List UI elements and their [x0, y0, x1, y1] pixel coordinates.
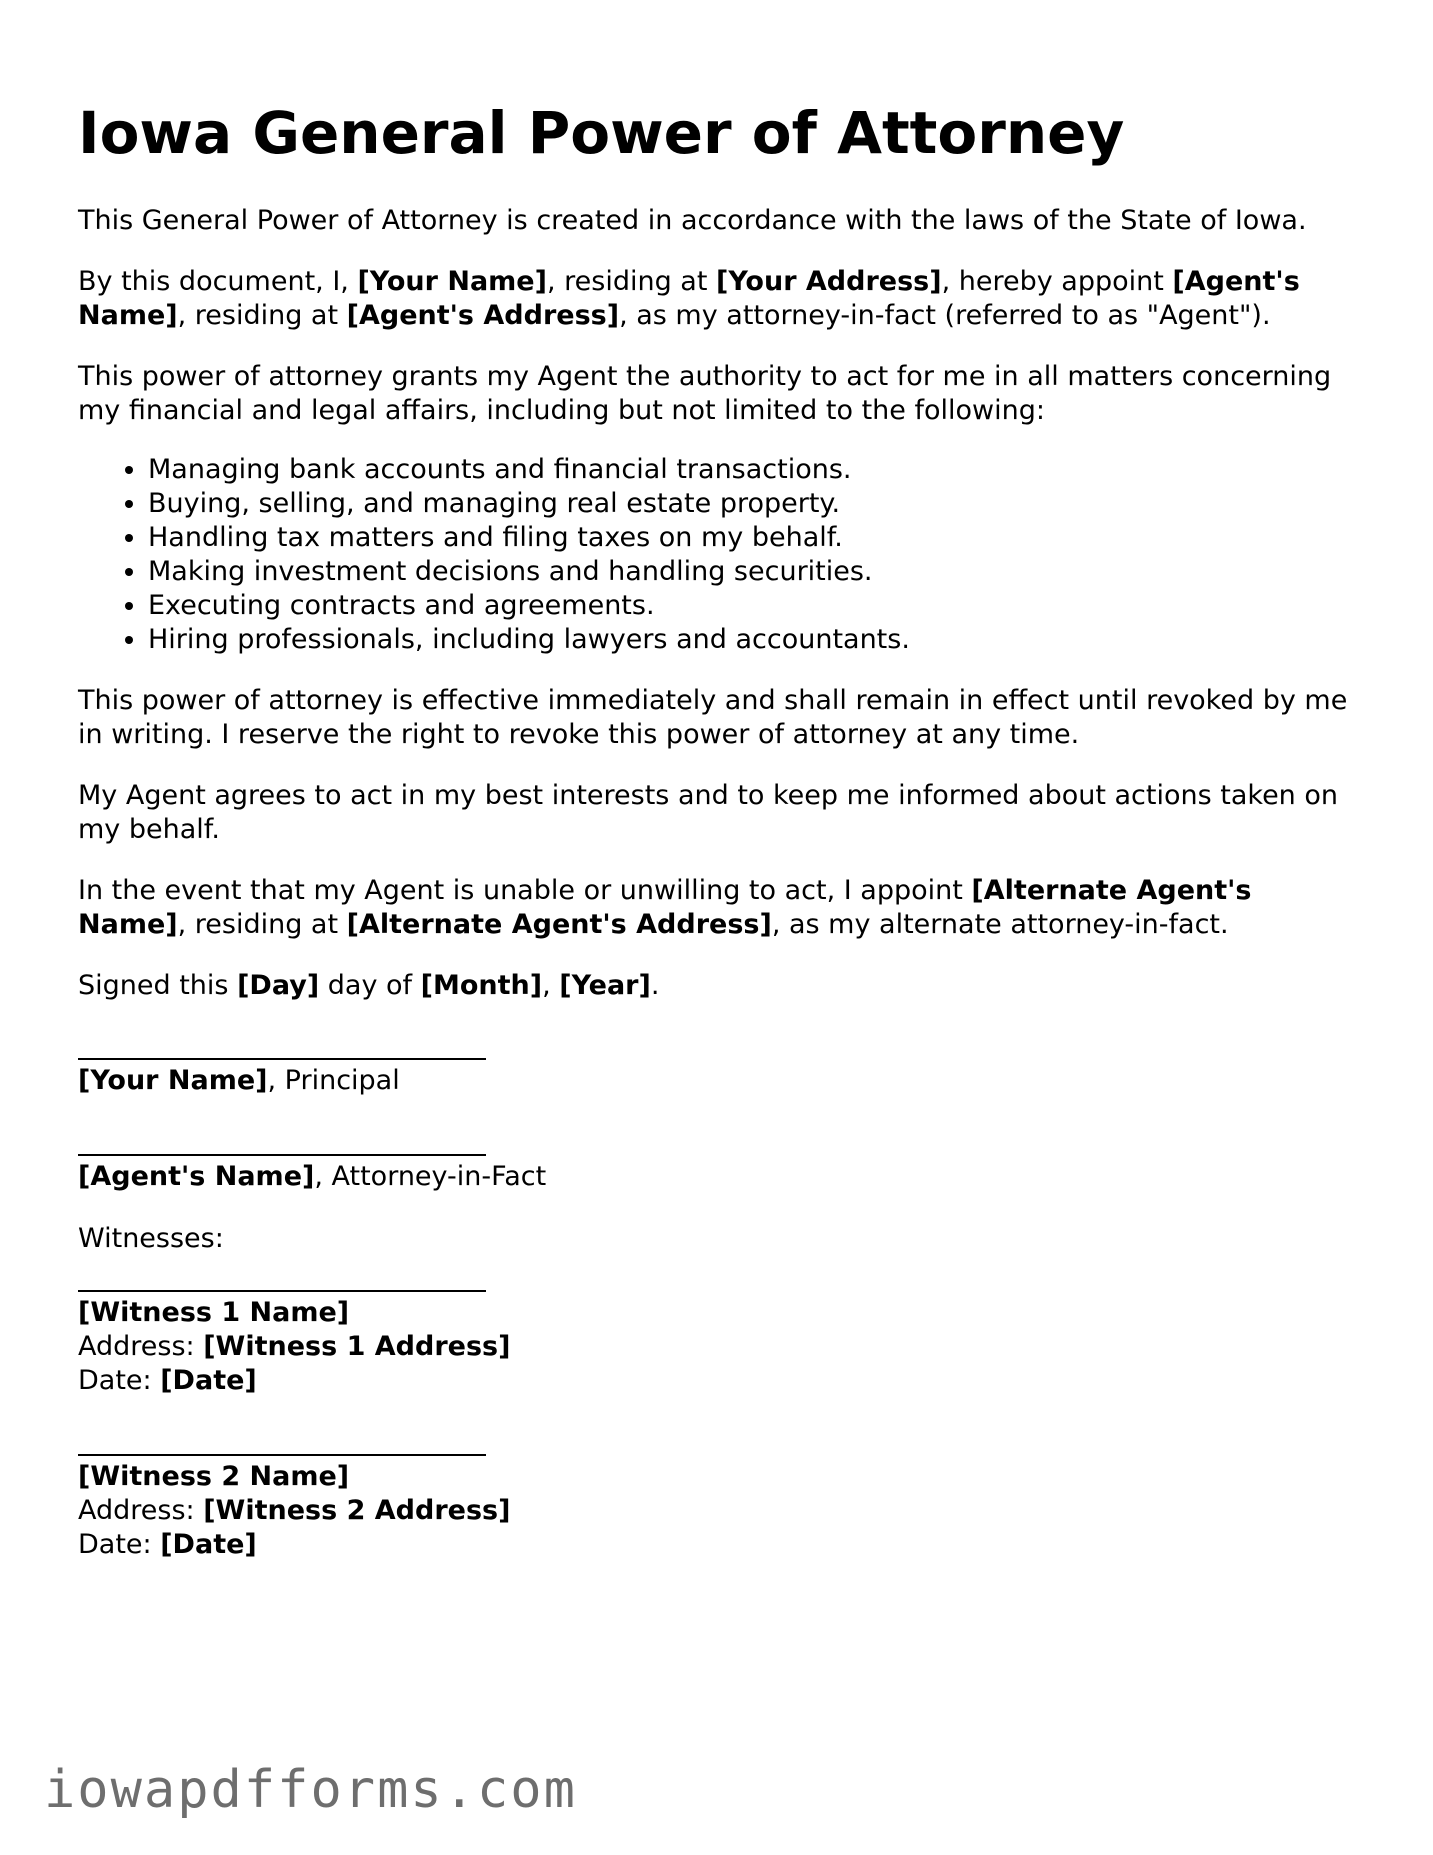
list-item: • Buying, selling, and managing real estate property.: [148, 487, 1368, 521]
year-placeholder: [Year]: [559, 970, 651, 1001]
appointment-text: , as my attorney-in-fact (referred to as "Agent").: [619, 300, 1271, 331]
appointment-text: By this document, I,: [78, 266, 358, 297]
witness-2-name: [78, 1460, 1368, 1494]
alternate-text: In the event that my Agent is unable or unwilling to act, I appoint: [78, 875, 972, 906]
powers-list: [78, 453, 1368, 657]
date-label: Date:: [78, 1529, 161, 1560]
witness-1-signature: [78, 1262, 1368, 1398]
signed-paragraph: [78, 969, 1368, 1003]
appointment-text: , residing at: [546, 266, 717, 297]
witness-1-signature-line[interactable]: [78, 1262, 486, 1292]
grant-paragraph: This power of attorney grants my Agent the authority to act for me in all matters concerning my financial and legal affairs, including but not limited to the following:: [78, 361, 1332, 426]
appointment-paragraph: [78, 265, 1368, 333]
address-label: Address:: [78, 1495, 204, 1526]
agent-signature-line[interactable]: [78, 1126, 486, 1156]
agent-caption: [78, 1160, 1368, 1194]
date-label: Date:: [78, 1365, 161, 1396]
witness-2-date: [78, 1528, 1368, 1562]
document-title: Iowa General Power of Attorney: [78, 99, 1125, 167]
signed-text: ,: [542, 970, 560, 1001]
month-placeholder: [Month]: [420, 970, 543, 1001]
alternate-paragraph: [78, 874, 1368, 942]
list-item: • Handling tax matters and filing taxes on my behalf.: [148, 521, 1368, 555]
agreement-paragraph: My Agent agrees to act in my best interests and to keep me informed about actions taken on my behalf.: [78, 780, 1339, 845]
your-address-placeholder: [Your Address]: [716, 266, 942, 297]
list-item: • Executing contracts and agreements.: [148, 589, 1368, 623]
witness-1-date-placeholder: [Date]: [160, 1365, 257, 1396]
witness-2-date-placeholder: [Date]: [160, 1529, 257, 1560]
site-watermark: iowapdfforms.com: [44, 1760, 577, 1820]
list-item: • Managing bank accounts and financial transactions.: [148, 453, 1368, 487]
witness-1-address-placeholder: [Witness 1 Address]: [203, 1331, 511, 1362]
witnesses-label: Witnesses:: [78, 1223, 224, 1254]
alternate-text: , residing at: [177, 909, 347, 940]
appointment-text: , hereby appoint: [941, 266, 1173, 297]
signed-text: Signed this: [78, 970, 238, 1001]
principal-caption: [78, 1064, 1368, 1098]
your-name-placeholder: [Your Name]: [357, 266, 547, 297]
principal-signature: [78, 1030, 1368, 1098]
witness-2-address-placeholder: [Witness 2 Address]: [203, 1495, 511, 1526]
day-placeholder: [Day]: [237, 970, 320, 1001]
agent-role: , Attorney-in-Fact: [314, 1161, 547, 1192]
witness-1-name-placeholder: [Witness 1 Name]: [78, 1297, 350, 1328]
witness-1-date: [78, 1364, 1368, 1398]
effective-paragraph: This power of attorney is effective immediately and shall remain in effect until revoked by me in writing. I reserve the right to revoke this power of attorney at any time.: [78, 685, 1348, 750]
agent-name-placeholder: [Agent's Name]: [78, 266, 1300, 331]
witness-2-name-placeholder: [Witness 2 Name]: [78, 1461, 350, 1492]
signed-text: day of: [319, 970, 421, 1001]
list-item: • Making investment decisions and handling securities.: [148, 555, 1368, 589]
list-item: • Hiring professionals, including lawyers and accountants.: [148, 623, 1368, 657]
principal-signature-line[interactable]: [78, 1030, 486, 1060]
alternate-text: , as my alternate attorney-in-fact.: [771, 909, 1229, 940]
agent-sig-name-placeholder: [Agent's Name]: [78, 1161, 315, 1192]
witness-2-address: [78, 1494, 1368, 1528]
witness-2-signature-line[interactable]: [78, 1426, 486, 1456]
document-page: [78, 98, 1368, 1590]
signature-section: [78, 1030, 1368, 1562]
principal-name-placeholder: [Your Name]: [78, 1065, 268, 1096]
alternate-address-placeholder: [Alternate Agent's Address]: [346, 909, 772, 940]
principal-role: , Principal: [267, 1065, 400, 1096]
witness-2-signature: [78, 1426, 1368, 1562]
signed-text: .: [650, 970, 660, 1001]
witness-1-name: [78, 1296, 1368, 1330]
intro-paragraph: This General Power of Attorney is created in accordance with the laws of the State of Iowa.: [78, 205, 1307, 236]
witness-1-address: [78, 1330, 1368, 1364]
alternate-name-placeholder: [Alternate Agent's Name]: [78, 875, 1252, 940]
address-label: Address:: [78, 1331, 204, 1362]
agent-address-placeholder: [Agent's Address]: [346, 300, 620, 331]
appointment-text: , residing at: [177, 300, 347, 331]
agent-signature: [78, 1126, 1368, 1194]
